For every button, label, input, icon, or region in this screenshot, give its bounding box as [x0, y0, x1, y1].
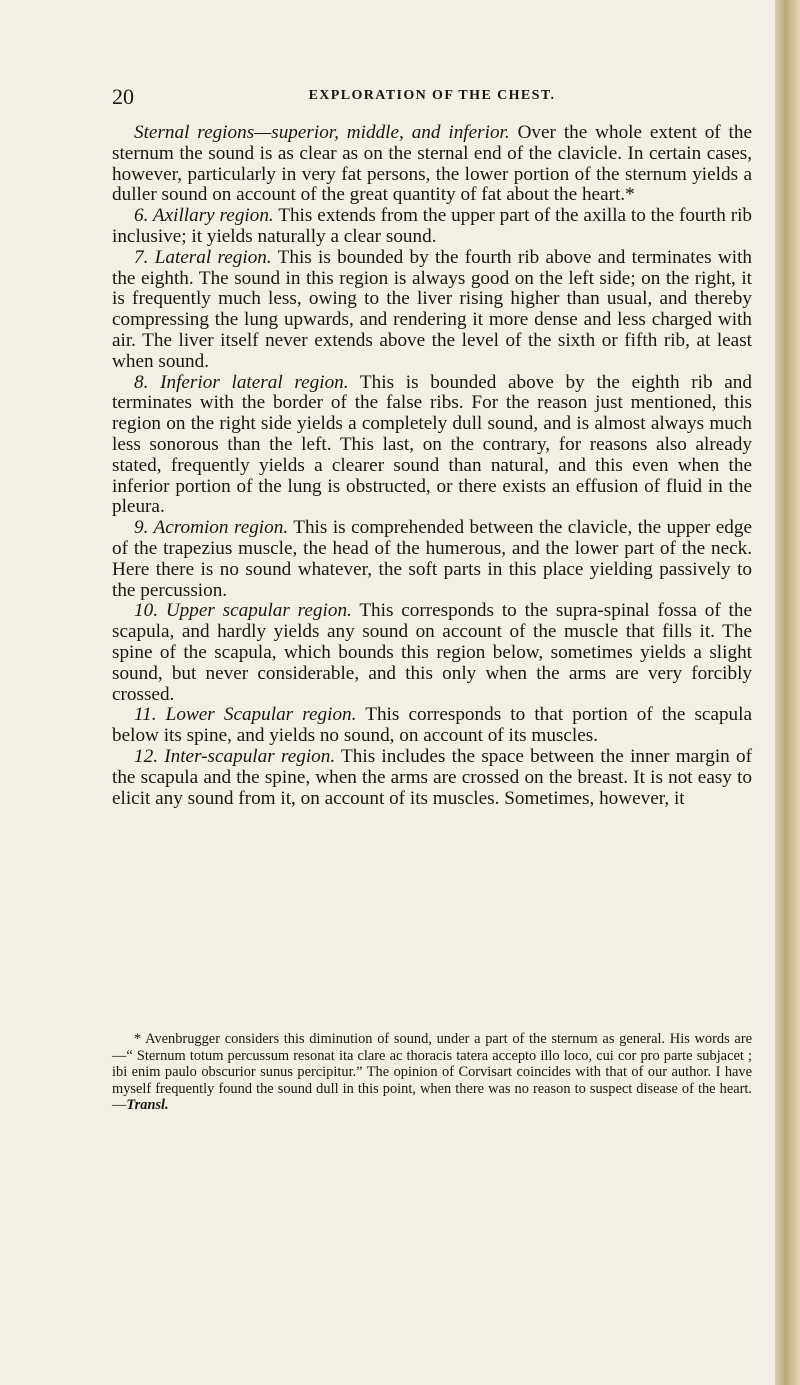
paragraph — [112, 248, 752, 373]
running-head: EXPLORATION OF THE CHEST. — [308, 88, 556, 103]
paragraph-heading: Sternal regions—superior, middle, and inferior. — [134, 122, 510, 143]
page-number: 20 — [112, 84, 134, 109]
paragraph-heading: 10. Upper scapular region. — [134, 600, 352, 622]
page-edge — [775, 0, 800, 1385]
paragraph-heading: 9. Acromion region. — [134, 517, 289, 539]
footnote-text — [112, 1031, 752, 1114]
paragraph-text: This extends from the upper part of the axilla to the fourth rib inclusive; it yields naturally a clear sound. — [112, 205, 753, 247]
paragraph-heading: 8. Inferior lateral region. — [134, 371, 349, 393]
footnote-body: * Avenbrugger considers this diminution of sound, under a part of the sternum as general. His words are—“ Sternum totum percussum resonat ita clare ac thoracis tatera accepto illo loco, cui cor pro parte subjacet ; ibi enim paulo obscurior sunus percipitur.” The opinion of Corvisart coincides with that of our author. I have myself frequently found the sound dull in this point, when there was no reason to suspect disease of the heart.— — [112, 1031, 752, 1114]
paragraph — [112, 747, 752, 809]
paragraph — [112, 206, 752, 248]
paragraph-heading: 12. Inter-scapular region. — [134, 745, 336, 767]
paragraph-text: This includes the space between the inner margin of the scapula and the spine, when the arms are crossed on the breast. It is not easy to elicit any sound from it, on account of its muscles. Sometimes, however, it — [112, 745, 752, 809]
paragraph-text: This corresponds to the supra-spinal fossa of the scapula, and hardly yields any sound on account of the muscle that fills it. The spine of the scapula, which bounds this region below, sometimes yields a slight sound, but never considerable, and this only when the arms are very forcibly crossed. — [112, 600, 752, 705]
paragraph-text: This is bounded above by the eighth rib and terminates with the border of the false ribs. For the reason just mentioned, this region on the right side yields a completely dull sound, and is almost always much less sonorous than the left. This last, on the contrary, for reasons also already stated, frequently yields a clearer sound than natural, and this even when the inferior portion of the lung is obstructed, or there exists an effusion of fluid in the pleura. — [112, 371, 752, 518]
page-header — [112, 84, 752, 108]
body-text — [112, 123, 752, 809]
paragraph — [112, 518, 752, 601]
paragraph-heading: 7. Lateral region. — [134, 246, 272, 268]
footnote-signature: Transl. — [126, 1097, 169, 1114]
paragraph-heading: 11. Lower Scapular region. — [134, 704, 357, 726]
paragraph-text: This is comprehended between the clavicle, the upper edge of the trapezius muscle, the head of the humerous, and the lower part of the neck. Here there is no sound whatever, the soft parts in this place yielding passively to the percussion. — [112, 517, 752, 601]
paragraph-text: This corresponds to that portion of the scapula below its spine, and yields no sound, on account of its muscles. — [112, 704, 753, 747]
paragraph — [112, 373, 752, 519]
footnote — [112, 1031, 752, 1114]
paragraph — [112, 705, 752, 747]
paragraph-text: This is bounded by the fourth rib above and terminates with the eighth. The sound in this region is always good on the left side; on the right, it is frequently much less, owing to the liver rising higher than usual, and thereby compressing the lung upwards, and rendering it more dense and less charged with air. The liver itself never extends above the level of the sixth or fifth rib, at least when sound. — [112, 246, 753, 372]
paragraph — [112, 601, 752, 705]
paragraph — [112, 123, 752, 206]
paragraph-heading: 6. Axillary region. — [134, 205, 274, 227]
paragraph-text: Over the whole extent of the sternum the sound is as clear as on the sternal end of the clavicle. In certain cases, however, particularly in very fat persons, the lower portion of the sternum yields a duller sound on account of the great quantity of fat about the heart.* — [112, 122, 752, 206]
